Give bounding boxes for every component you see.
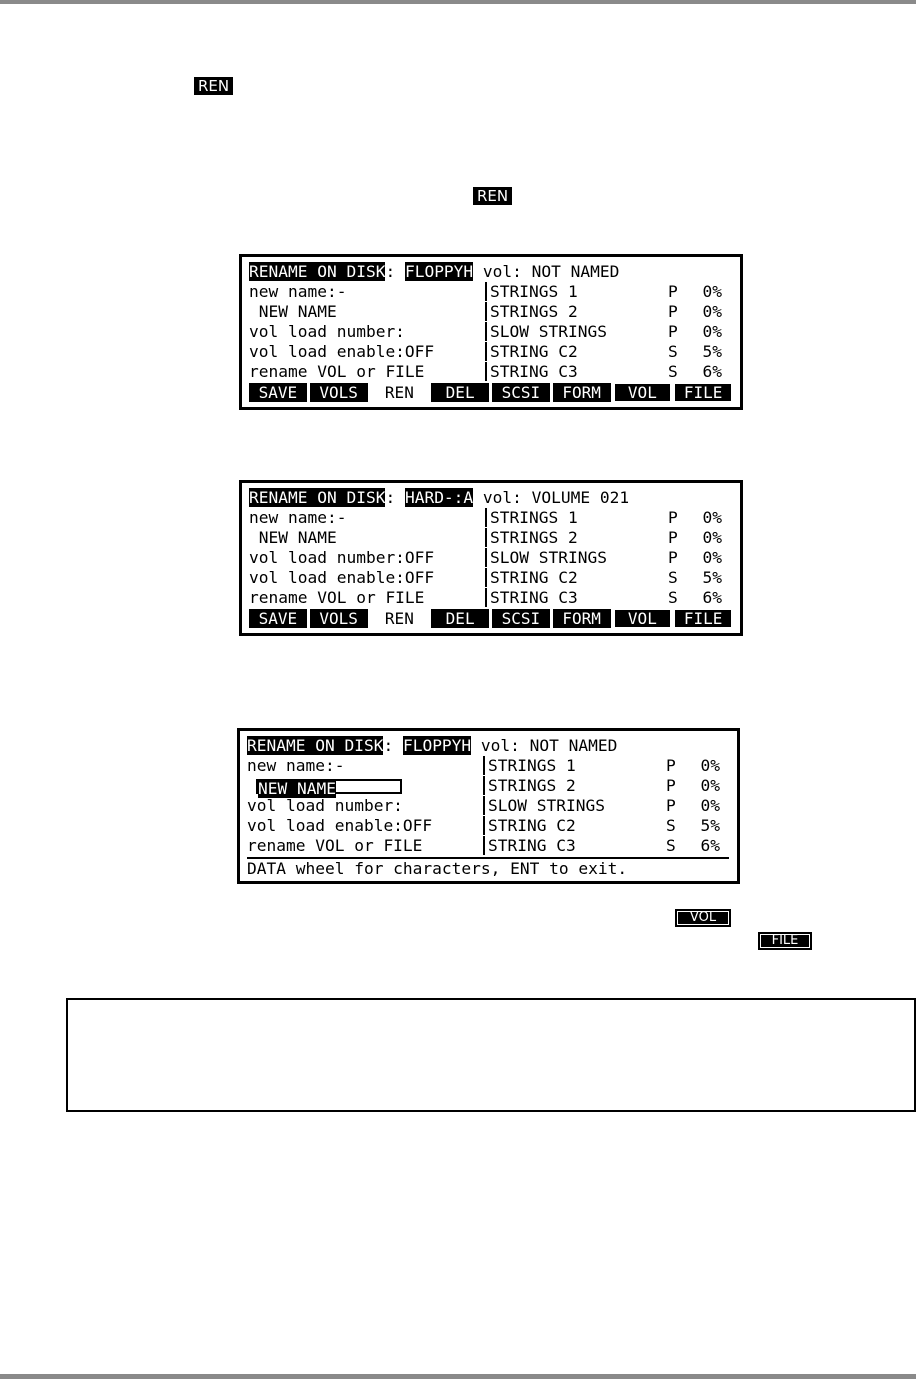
file-type: S: [668, 588, 678, 607]
lcd-row: [249, 282, 732, 302]
rename-prompt: rename VOL or FILE: [249, 588, 425, 607]
file-percent: 0%: [702, 528, 722, 547]
file-percent: 5%: [702, 568, 722, 587]
softkey-file[interactable]: FILE: [674, 609, 732, 628]
lcd-screen-editing: [237, 728, 740, 884]
device-label: FLOPPYH: [404, 262, 474, 281]
lcd-row: [249, 528, 732, 548]
vol-name: VOLUME 021: [531, 488, 630, 507]
softkey-ren[interactable]: REN: [384, 383, 414, 402]
file-name[interactable]: STRINGS 1: [488, 756, 576, 775]
file-percent: 0%: [702, 322, 722, 341]
softkey-vol[interactable]: VOL: [614, 609, 672, 628]
lcd-row: [249, 588, 732, 608]
softkey-ren[interactable]: REN: [384, 609, 414, 628]
file-name[interactable]: SLOW STRINGS: [490, 322, 607, 341]
file-name[interactable]: STRING C2: [488, 816, 576, 835]
lcd-row: [249, 302, 732, 322]
file-type: S: [668, 568, 678, 587]
softkey-scsi[interactable]: SCSI: [492, 609, 550, 628]
vol-load-enable[interactable]: vol load enable:OFF: [249, 342, 435, 361]
lcd-screen-floppy: [239, 254, 743, 410]
file-percent: 0%: [702, 302, 722, 321]
file-name[interactable]: STRINGS 2: [488, 776, 576, 795]
device-label: FLOPPYH: [402, 736, 472, 755]
softkey-vols[interactable]: VOLS: [310, 609, 368, 628]
softkey-bar: [249, 609, 732, 628]
lcd-row: [247, 776, 729, 796]
vol-load-number[interactable]: vol load number:OFF: [249, 548, 435, 567]
lcd-row: [249, 342, 732, 362]
lcd-row: [247, 796, 729, 816]
screen-title: RENAME ON DISK: [249, 488, 386, 507]
name-edit-text[interactable]: NEW NAME: [258, 779, 336, 798]
rename-prompt: rename VOL or FILE: [249, 362, 425, 381]
softkey-vols[interactable]: VOLS: [310, 383, 368, 402]
new-name-label: new name:-: [249, 508, 347, 527]
ren-key-icon: REN: [473, 187, 512, 205]
rename-prompt: rename VOL or FILE: [247, 836, 423, 855]
file-percent: 6%: [702, 362, 722, 381]
lcd-row: [249, 322, 732, 342]
file-type: P: [668, 322, 678, 341]
lcd-row: [247, 836, 729, 856]
lcd-screen-hard: [239, 480, 743, 636]
lcd-row: [247, 756, 729, 776]
status-message: DATA wheel for characters, ENT to exit.: [247, 857, 729, 879]
vol-load-number[interactable]: vol load number:: [249, 322, 405, 341]
softkey-form[interactable]: FORM: [553, 383, 611, 402]
device-label: HARD-:A: [404, 488, 474, 507]
new-name-value[interactable]: NEW NAME: [249, 302, 337, 321]
file-type: P: [666, 796, 676, 815]
file-name[interactable]: STRINGS 2: [490, 528, 578, 547]
new-name-label: new name:-: [247, 756, 345, 775]
lcd-header: [247, 736, 729, 756]
file-type: P: [668, 508, 678, 527]
softkey-save[interactable]: SAVE: [249, 383, 307, 402]
file-type: S: [668, 342, 678, 361]
file-name[interactable]: STRINGS 1: [490, 282, 578, 301]
file-percent: 0%: [700, 776, 720, 795]
lcd-row: [249, 548, 732, 568]
softkey-del[interactable]: DEL: [431, 609, 489, 628]
top-rule: [0, 0, 916, 4]
vol-label: vol:: [473, 488, 532, 507]
lcd-row: [249, 362, 732, 382]
file-type: S: [666, 816, 676, 835]
note-box: [66, 998, 916, 1112]
vol-label: vol:: [473, 262, 532, 281]
file-type: P: [668, 528, 678, 547]
new-name-label: new name:-: [249, 282, 347, 301]
file-percent: 6%: [700, 836, 720, 855]
file-name[interactable]: STRING C3: [490, 588, 578, 607]
file-type: P: [668, 302, 678, 321]
softkey-save[interactable]: SAVE: [249, 609, 307, 628]
file-type: S: [666, 836, 676, 855]
softkey-del[interactable]: DEL: [431, 383, 489, 402]
lcd-row: [249, 568, 732, 588]
softkey-scsi[interactable]: SCSI: [492, 383, 550, 402]
screen-title: RENAME ON DISK: [249, 262, 386, 281]
lcd-header: [249, 488, 732, 508]
vol-key-icon: VOL: [675, 909, 731, 927]
file-type: P: [668, 548, 678, 567]
file-percent: 5%: [700, 816, 720, 835]
softkey-form[interactable]: FORM: [553, 609, 611, 628]
lcd-row: [247, 816, 729, 836]
lcd-row: [249, 508, 732, 528]
screen-title: RENAME ON DISK: [247, 736, 384, 755]
vol-name: NOT NAMED: [529, 736, 618, 755]
softkey-vol[interactable]: VOL: [614, 383, 672, 402]
file-percent: 0%: [702, 548, 722, 567]
new-name-value[interactable]: NEW NAME: [249, 528, 337, 547]
lcd-header: [249, 262, 732, 282]
file-type: P: [666, 776, 676, 795]
file-name[interactable]: STRING C3: [488, 836, 576, 855]
file-type: P: [666, 756, 676, 775]
file-name[interactable]: STRINGS 2: [490, 302, 578, 321]
bottom-rule: [0, 1374, 916, 1379]
vol-load-enable[interactable]: vol load enable:OFF: [249, 568, 435, 587]
file-key-icon: FILE: [758, 932, 812, 950]
file-percent: 5%: [702, 342, 722, 361]
softkey-file[interactable]: FILE: [674, 383, 732, 402]
ren-key-icon: REN: [194, 77, 233, 95]
file-percent: 0%: [700, 756, 720, 775]
new-name-field[interactable]: [247, 776, 483, 796]
softkey-bar: [249, 383, 732, 402]
file-name[interactable]: STRING C2: [490, 342, 578, 361]
file-name[interactable]: STRING C3: [490, 362, 578, 381]
colon: :: [385, 262, 396, 281]
vol-load-number[interactable]: vol load number:: [247, 796, 403, 815]
file-name[interactable]: SLOW STRINGS: [490, 548, 607, 567]
file-name[interactable]: SLOW STRINGS: [488, 796, 605, 815]
colon: :: [383, 736, 394, 755]
file-percent: 0%: [700, 796, 720, 815]
file-name[interactable]: STRINGS 1: [490, 508, 578, 527]
colon: :: [385, 488, 396, 507]
file-type: P: [668, 282, 678, 301]
file-percent: 6%: [702, 588, 722, 607]
name-edit-box[interactable]: [256, 779, 402, 798]
vol-name: NOT NAMED: [531, 262, 620, 281]
file-percent: 0%: [702, 282, 722, 301]
file-percent: 0%: [702, 508, 722, 527]
file-name[interactable]: STRING C2: [490, 568, 578, 587]
vol-load-enable[interactable]: vol load enable:OFF: [247, 816, 433, 835]
vol-label: vol:: [471, 736, 530, 755]
file-type: S: [668, 362, 678, 381]
